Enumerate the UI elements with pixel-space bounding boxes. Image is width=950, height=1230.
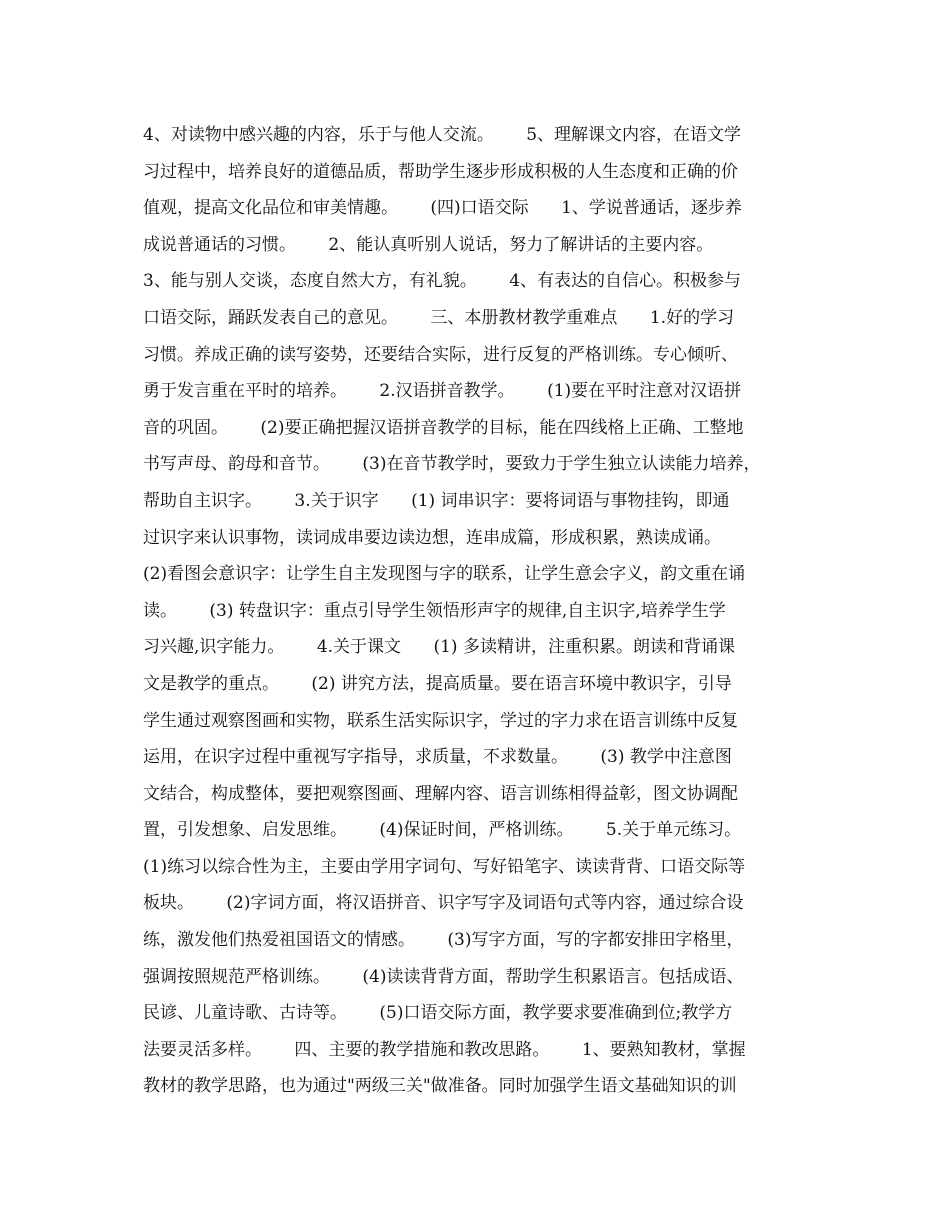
- text-line: 帮助自主识字。 3.关于识字 (1) 词串识字：要将词语与事物挂钩，即通: [143, 490, 730, 511]
- text-line: 成说普通话的习惯。 2、能认真听别人说话，努力了解讲话的主要内容。: [143, 234, 714, 255]
- text-line: 3、能与别人交谈，态度自然大方，有礼貌。 4、有表达的自信心。积极参与: [143, 271, 742, 292]
- text-line: 4、对读物中感兴趣的内容，乐于与他人交流。 5、理解课文内容，在语文学: [143, 125, 742, 145]
- text-line: 值观，提高文化品位和审美情趣。 (四)口语交际 1、学说普通话，逐步养: [143, 198, 742, 219]
- text-line: 习兴趣,识字能力。 4.关于课文 (1) 多读精讲，注重积累。朗读和背诵课: [143, 637, 735, 658]
- text-line: (1)练习以综合性为主，主要由学用字词句、写好铅笔字、读读背背、口语交际等: [143, 856, 746, 877]
- body-text: [143, 117, 813, 1105]
- text-line: 文是教学的重点。 (2) 讲究方法，提高质量。要在语言环境中教识字，引导: [143, 673, 732, 694]
- text-line: 强调按照规范严格训练。 (4)读读背背方面，帮助学生积累语言。包括成语、: [143, 966, 744, 987]
- text-line: 学生通过观察图画和实物，联系生活实际识字，学过的字力求在语言训练中反复: [143, 710, 738, 731]
- text-line: 过识字来认识事物，读词成串要边读边想，连串成篇，形成积累，熟读成诵。: [143, 527, 721, 548]
- text-line: 练，激发他们热爱祖国语文的情感。 (3)写字方面，写的字都安排田字格里，: [143, 930, 744, 951]
- text-line: 板块。 (2)字词方面，将汉语拼音、识字写字及词语句式等内容，通过综合设: [143, 893, 744, 914]
- text-line: 习过程中，培养良好的道德品质，帮助学生逐步形成积极的人生态度和正确的价: [143, 161, 738, 182]
- text-line: 法要灵活多样。 四、主要的教学措施和教改思路。 1、要熟知教材，掌握: [143, 1039, 746, 1060]
- text-line: 口语交际，踊跃发表自己的意见。 三、本册教材教学重难点 1.好的学习: [143, 307, 735, 328]
- text-line: (2)看图会意识字：让学生自主发现图与字的联系，让学生意会字义，韵文重在诵: [143, 564, 746, 585]
- text-line: 习惯。养成正确的读写姿势，还要结合实际，进行反复的严格训练。专心倾听、: [143, 344, 738, 365]
- text-line: 文结合，构成整体，要把观察图画、理解内容、语言训练相得益彰，图文协调配: [143, 783, 738, 804]
- text-line: 音的巩固。 (2)要正确把握汉语拼音教学的目标，能在四线格上正确、工整地: [143, 417, 744, 438]
- text-line: 民谚、儿童诗歌、古诗等。 (5)口语交际方面，教学要求要准确到位;教学方: [143, 1003, 733, 1024]
- text-line: 读。 (3) 转盘识字：重点引导学生领悟形声字的规律,自主识字,培养学生学: [143, 600, 726, 621]
- text-line: 书写声母、韵母和音节。 (3)在音节教学时，要致力于学生独立认读能力培养，: [143, 454, 761, 475]
- text-line: 教材的教学思路，也为通过"两级三关"做准备。同时加强学生语文基础知识的训: [143, 1076, 737, 1097]
- text-line: 置，引发想象、启发思维。 (4)保证时间，严格训练。 5.关于单元练习。: [143, 820, 742, 841]
- text-line: 勇于发言重在平时的培养。 2.汉语拼音教学。 (1)要在平时注意对汉语拼: [143, 381, 742, 402]
- text-line: 运用，在识字过程中重视写字指导，求质量，不求数量。 (3) 教学中注意图: [143, 747, 732, 768]
